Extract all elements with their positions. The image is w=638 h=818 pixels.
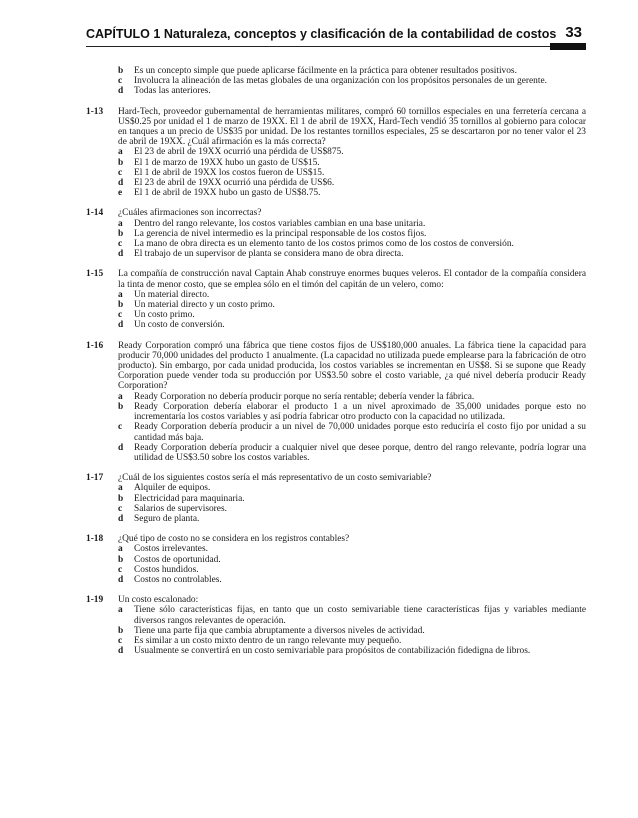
answer-option [118, 86, 586, 96]
option-text: Todas las anteriores. [134, 86, 211, 97]
option-text: Ready Corporation no debería producir porque no sería rentable; debería vender la fábrica. [134, 391, 475, 402]
option-letter: d [118, 646, 124, 657]
answer-option [118, 147, 586, 157]
answer-option [118, 422, 586, 442]
question-number: 1-14 [86, 208, 104, 219]
answer-option [118, 575, 586, 585]
option-letter: d [118, 86, 124, 97]
option-text: Salarios de supervisores. [134, 503, 227, 514]
option-text: La gerencia de nivel intermedio es la principal responsable de los costos fijos. [134, 228, 427, 239]
answer-option [118, 494, 586, 504]
option-text: Tiene sólo características fijas, en tanto que un costo semivariable tiene características fijas y variables mediante diversos rangos relevantes de operación. [134, 605, 586, 626]
option-text: El 1 de abril de 19XX los costos fueron de US$15. [134, 167, 325, 178]
answer-option [118, 605, 586, 625]
question-text: Hard-Tech, proveedor gubernamental de herramientas militares, compró 60 tornillos especiales en una ferretería cercana a US$0.25 por unidad el 1 de marzo de 19XX. El 1 de abril de 19XX, Hard-Tech vendió 35 tornillos al gobierno para colocar en tanques a un precio de US$35 por unidad. De los restantes tornillos especiales, 25 se descartaron por no tener valor el 23 de abril de 19XX. ¿Cuál afirmación es la más correcta? [118, 106, 586, 148]
question-1-17 [86, 473, 586, 524]
option-letter: b [118, 401, 124, 412]
answer-option [118, 178, 586, 188]
option-text: Usualmente se convertirá en un costo semivariable para propósitos de contabilización fidedigna de libros. [134, 646, 531, 657]
option-letter: d [118, 513, 124, 524]
option-letter: c [118, 76, 123, 87]
header-rule [86, 46, 586, 47]
option-text: Un material directo. [134, 289, 210, 300]
question-text: La compañía de construcción naval Captain Ahab construye enormes buques veleros. El contador de la compañía considera la tinta de menor costo, que se emplea sólo en el timón del capitán de un velero, como: [118, 269, 586, 290]
option-text: Un material directo y un costo primo. [134, 300, 275, 311]
option-text: El 23 de abril de 19XX ocurrió una pérdida de US$875. [134, 147, 344, 158]
answer-option [118, 158, 586, 168]
option-letter: a [118, 391, 123, 402]
option-text: Es un concepto simple que puede aplicarse fácilmente en la práctica para obtener resultados positivos. [134, 66, 517, 76]
answer-option [118, 188, 586, 198]
option-letter: b [118, 493, 124, 504]
option-text: Costos no controlables. [134, 574, 222, 585]
option-text: Tiene una parte fija que cambia abruptamente a diversos niveles de actividad. [134, 625, 425, 636]
option-text: Dentro del rango relevante, los costos variables cambian en una base unitaria. [134, 218, 426, 229]
answer-option [118, 646, 586, 656]
option-letter: d [118, 178, 124, 189]
option-letter: b [118, 625, 124, 636]
answer-option [118, 636, 586, 646]
option-letter: a [118, 218, 123, 229]
questions-list [86, 66, 586, 666]
question-number: 1-15 [86, 269, 104, 280]
question-number: 1-17 [86, 473, 104, 484]
option-letter: a [118, 289, 123, 300]
option-letter: a [118, 147, 123, 158]
option-letter: c [118, 635, 123, 646]
question-number: 1-19 [86, 595, 104, 606]
option-letter: b [118, 554, 124, 565]
option-letter: d [118, 320, 124, 331]
question-1-14 [86, 208, 586, 259]
option-text: Costos irrelevantes. [134, 544, 208, 555]
answer-option [118, 76, 586, 86]
option-text: Costos hundidos. [134, 564, 199, 575]
answer-option [118, 300, 586, 310]
answer-option [118, 565, 586, 575]
question-number: 1-18 [86, 534, 104, 545]
option-letter: c [118, 422, 123, 433]
option-text: Es similar a un costo mixto dentro de un rango relevante muy pequeño. [134, 635, 402, 646]
option-text: Seguro de planta. [134, 513, 200, 524]
answer-option [118, 290, 586, 300]
option-text: La mano de obra directa es un elemento tanto de los costos primos como de los costos de conversión. [134, 239, 514, 250]
answer-option [118, 320, 586, 330]
page-number: 33 [565, 24, 582, 41]
option-letter: b [118, 66, 124, 76]
chapter-label: CAPÍTULO [86, 27, 150, 41]
option-text: Involucra la alineación de las metas globales de una organización con los propósitos personales de un gerente. [134, 76, 547, 87]
option-letter: d [118, 442, 124, 453]
option-text: Un costo primo. [134, 310, 195, 321]
chapter-heading [86, 27, 556, 41]
continued-options [86, 66, 586, 97]
option-text: Ready Corporation debería elaborar el producto 1 a un nivel aproximado de 35,000 unidades porque esto no incrementaría los costos variables y así podría fabricar otro producto con la capacidad no utilizada. [134, 401, 586, 423]
answer-option [118, 229, 586, 239]
answer-option [118, 219, 586, 229]
question-text: Un costo escalonado: [118, 595, 199, 606]
question-1-19 [86, 595, 586, 656]
option-letter: a [118, 605, 123, 616]
question-number: 1-13 [86, 106, 104, 117]
answer-option [118, 555, 586, 565]
question-text: ¿Qué tipo de costo no se considera en los registros contables? [118, 534, 350, 545]
running-header [86, 24, 586, 48]
question-text: Ready Corporation compró una fábrica que tiene costos fijos de US$180,000 anuales. La fábrica tiene la capacidad para producir 70,000 unidades del producto 1 anualmente. (La capacidad no utilizada puede emplearse para la fabricación de otro producto). Sin embargo, por cada unidad producida, los costos variables se incrementan en US$8. Si se supone que Ready Corporation puede vender toda su producción por US$3.50 sobre el costo variable, ¿a qué nivel debería producir Ready Corporation? [118, 340, 586, 392]
option-text: El 1 de abril de 19XX hubo un gasto de US$8.75. [134, 188, 321, 199]
option-text: Ready Corporation debería producir a un nivel de 70,000 unidades porque esto reduciría el costo fijo por unidad a su cantidad más baja. [134, 422, 586, 443]
option-text: El 1 de marzo de 19XX hubo un gasto de US$15. [134, 157, 320, 168]
option-letter: d [118, 249, 124, 260]
question-text: ¿Cuál de los siguientes costos sería el más representativo de un costo semivariable? [118, 473, 432, 484]
option-text: Electricidad para maquinaria. [134, 493, 245, 504]
option-letter: a [118, 544, 123, 555]
answer-option [118, 626, 586, 636]
question-1-16 [86, 341, 586, 463]
header-bar [550, 43, 586, 50]
answer-option [118, 249, 586, 259]
option-text: Costos de oportunidad. [134, 554, 221, 565]
answer-option [118, 504, 586, 514]
question-1-18 [86, 534, 586, 585]
answer-option [118, 544, 586, 554]
option-letter: c [118, 239, 123, 250]
answer-option [118, 66, 586, 76]
option-letter: a [118, 483, 123, 494]
answer-option [118, 239, 586, 249]
option-text: Un costo de conversión. [134, 320, 225, 331]
option-text: Ready Corporation debería producir a cualquier nivel que desee porque, dentro del rango relevante, podría lograr una utilidad de US$3.50 sobre los costos variables. [134, 442, 586, 463]
option-text: El 23 de abril de 19XX ocurrió una pérdida de US$6. [134, 178, 335, 189]
option-letter: b [118, 300, 124, 311]
answer-option [118, 514, 586, 524]
option-letter: c [118, 503, 123, 514]
option-text: Alquiler de equipos. [134, 483, 211, 494]
answer-option [118, 483, 586, 493]
chapter-number: 1 [153, 27, 161, 41]
option-text: El trabajo de un supervisor de planta se considera mano de obra directa. [134, 249, 404, 260]
answer-option [118, 392, 586, 402]
chapter-title: Naturaleza, conceptos y clasificación de la contabilidad de costos [163, 27, 557, 41]
question-number: 1-16 [86, 340, 104, 351]
option-letter: c [118, 564, 123, 575]
question-text: ¿Cuáles afirmaciones son incorrectas? [118, 208, 262, 219]
option-letter: e [118, 188, 123, 199]
option-letter: c [118, 310, 123, 321]
answer-option [118, 168, 586, 178]
question-1-15 [86, 269, 586, 330]
answer-option [118, 402, 586, 422]
option-letter: c [118, 167, 123, 178]
option-letter: d [118, 574, 124, 585]
answer-option [118, 443, 586, 463]
option-letter: b [118, 157, 124, 168]
answer-option [118, 310, 586, 320]
option-letter: b [118, 228, 124, 239]
question-1-13 [86, 107, 586, 199]
